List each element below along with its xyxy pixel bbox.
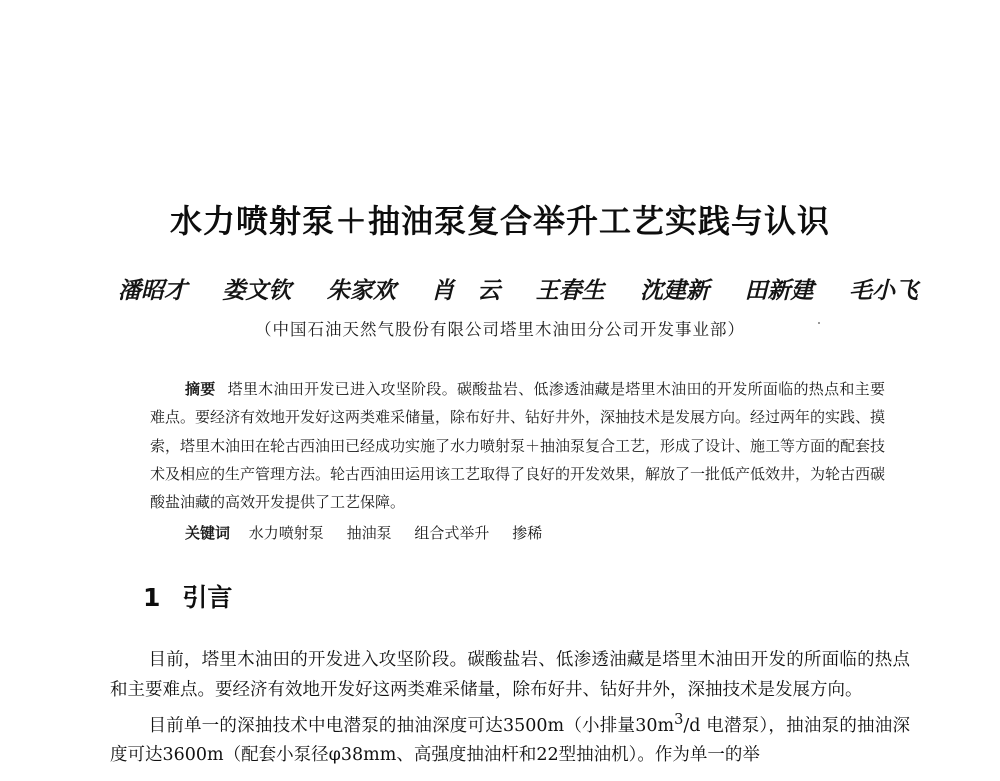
affiliation: （中国石油天然气股份有限公司塔里木油田分公司开发事业部） [255,320,745,339]
keyword: 掺稀 [512,524,543,542]
body-paragraph: 目前，塔里木油田的开发进入攻坚阶段。碳酸盐岩、低渗透油藏是塔里木油田开发的所面临的热点和主要难点。要经济有效地开发好这两类难采储量，除布好井、钻好井外，深抽技术是发展方向。 [110,650,910,700]
body-text [110,646,910,771]
keywords [185,522,560,543]
author-name: 王春生 [535,277,605,304]
author-name: 沈建新 [640,277,710,304]
author-name: 朱家欢 [326,277,396,304]
abstract-label: 摘要 [185,380,216,398]
author-name: 毛小飞 [848,277,918,304]
paper-title: 水力喷射泵＋抽油泵复合举升工艺实践与认识 [169,202,830,240]
body-text-run: /d 电潜泵），抽油泵的抽油深度可达3600m（配套小泵径φ38mm、高强度抽油杆和22型抽油机）。作为单一的举 [110,715,910,766]
author-name: 肖 云 [431,277,501,304]
author-name: 田新建 [744,277,814,304]
keyword: 水力喷射泵 [248,524,324,542]
section-number: 1 [143,583,161,612]
body-paragraph [110,705,910,771]
body-text-run: 目前单一的深抽技术中电潜泵的抽油深度可达3500m（小排量30m [148,715,675,736]
abstract [150,375,885,516]
scan-speck [818,322,820,324]
section-heading [143,578,232,614]
keywords-label: 关键词 [185,524,231,542]
keyword: 组合式举升 [414,524,490,542]
section-title: 引言 [182,583,233,612]
author-name: 潘昭才 [118,277,187,304]
superscript: 3 [674,711,684,728]
abstract-text: 塔里木油田开发已进入攻坚阶段。碳酸盐岩、低渗透油藏是塔里木油田的开发所面临的热点和主要难点。要经济有效地开发好这两类难采储量，除布好井、钻好井外，深抽技术是发展方向。经过两年的实践、摸索，塔里木油田在轮古西油田已经成功实施了水力喷射泵＋抽油泵复合工艺，形成了设计、施工等方面的配套技术及相应的生产管理方法。轮古西油田运用该工艺取得了良好的开发效果，解放了一批低产低效井，为轮古西碳酸盐油藏的高效开发提供了工艺保障。 [150,380,886,512]
author-list [118,272,918,305]
keyword: 抽油泵 [346,524,392,542]
author-name: 娄文钦 [222,277,292,304]
